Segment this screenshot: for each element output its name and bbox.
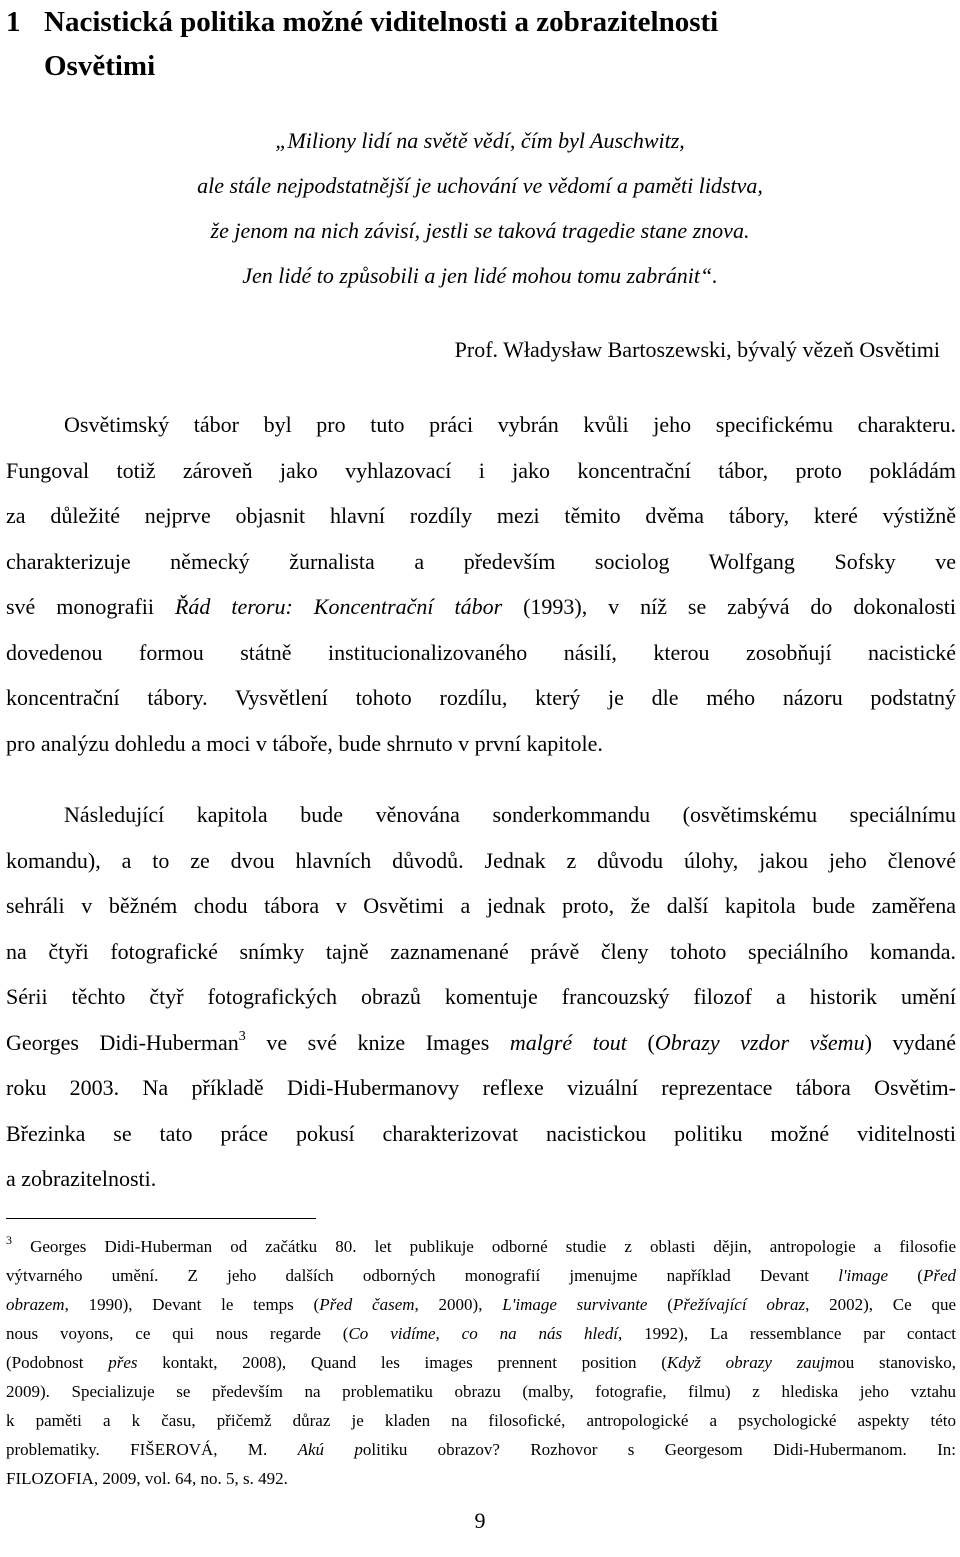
footnote-line (6, 1261, 956, 1290)
text-line: roku 2003. Na příkladě Didi-Hubermanovy reflexe vizuální reprezentace tábora Osvětim- (6, 1075, 956, 1100)
footnote-number: 3 (6, 1233, 12, 1247)
text-run: ou stanovisko, (837, 1353, 956, 1372)
italic-run: přes (108, 1353, 138, 1372)
italic-run: L'image survivante (502, 1295, 648, 1314)
italic-run: obrazem (6, 1295, 65, 1314)
footnote (6, 1232, 956, 1493)
footnote-line: k paměti a k času, přičemž důraz je kladen na filosofické, antropologické a psychologické aspekty této (6, 1411, 956, 1430)
footnote-line (6, 1435, 956, 1464)
text-line: pro analýzu dohledu a moci v táboře, bude shrnuto v první kapitole. (6, 730, 603, 756)
text-line: charakterizuje německý žurnalista a především sociolog Wolfgang Sofsky ve (6, 548, 956, 574)
text-line (6, 584, 956, 630)
text-run: (1993), v níž se zabývá do dokonalosti (502, 594, 956, 619)
italic-run: malgré tout (509, 1029, 627, 1055)
text-line: komandu), a to ze dvou hlavních důvodů. Jednak z důvodu úlohy, jakou jeho členové (6, 847, 956, 873)
chapter-number: 1 (6, 6, 21, 38)
paragraph-2 (6, 792, 956, 1202)
chapter-title-line-1: Nacistická politika možné viditelnosti a zobrazitelnosti (44, 6, 719, 38)
text-line: Následující kapitola bude věnována sonderkommandu (osvětimskému speciálnímu (64, 802, 956, 827)
italic-run: l'image (838, 1266, 889, 1285)
footnote-line (6, 1290, 956, 1319)
text-run: , 1992), La ressemblance par contact (618, 1324, 956, 1343)
italic-run: Akú p (297, 1440, 363, 1459)
text-line: na čtyři fotografické snímky tajně zaznamenané právě členy tohoto speciálního komanda. (6, 938, 956, 964)
text-run: ( (626, 1029, 655, 1055)
text-line: dovedenou formou státně institucionalizovaného násilí, kterou zosobňují nacistické (6, 639, 956, 665)
text-line (6, 1020, 956, 1066)
text-run: Georges Didi-Huberman od začátku 80. let publikuje odborné studie z oblasti dějin, antropologie a filosofie (12, 1237, 956, 1256)
footnote-line (6, 1319, 956, 1348)
book-title: Řád teroru: Koncentrační tábor (174, 594, 503, 619)
text-run: kontakt, 2008), Quand les images prennent position ( (137, 1353, 667, 1372)
text-run: olitiku obrazov? Rozhovor s Georgesom Didi-Hubermanom. In: (362, 1440, 957, 1459)
chapter-title-line-2: Osvětimi (44, 50, 156, 82)
text-run: (Podobnost (6, 1353, 109, 1372)
text-run: , 1990), Devant le temps ( (64, 1295, 320, 1314)
text-run: nous voyons, ce qui nous regarde ( (6, 1324, 349, 1343)
text-run: problematiky. FIŠEROVÁ, M. (6, 1440, 298, 1459)
footnote-line: FILOZOFIA, 2009, vol. 64, no. 5, s. 492. (6, 1469, 288, 1488)
text-run: ) vydané (864, 1029, 956, 1055)
epigraph-line: ale stále nejpodstatnější je uchování ve vědomí a paměti lidstva, (197, 173, 763, 198)
text-run: Georges Didi-Huberman (6, 1029, 239, 1055)
epigraph-attribution: Prof. Władysław Bartoszewski, bývalý vězeň Osvětimi (454, 337, 940, 362)
text-line: sehráli v běžném chodu tábora v Osvětimi a jednak proto, že další kapitola bude zaměřena (6, 893, 956, 918)
italic-run: Obrazy vzdor všemu (654, 1029, 865, 1055)
text-line: Osvětimský tábor byl pro tuto práci vybrán kvůli jeho specifickému charakteru. (64, 412, 956, 437)
text-line: Sérii těchto čtyř fotografických obrazů komentuje francouzský filozof a historik umění (6, 984, 956, 1009)
text-line: koncentrační tábory. Vysvětlení tohoto rozdílu, který je dle mého názoru podstatný (6, 685, 956, 710)
page-number: 9 (474, 1508, 486, 1533)
text-run: ( (647, 1295, 673, 1314)
italic-run: Co vidíme, co na nás hledí (348, 1324, 619, 1343)
epigraph (100, 118, 860, 298)
epigraph-line: že jenom na nich závisí, jestli se taková tragedie stane znova. (210, 218, 750, 243)
text-run: ( (888, 1266, 923, 1285)
text-run: , 2000), (414, 1295, 503, 1314)
paragraph-1 (6, 402, 956, 766)
footnote-separator (6, 1218, 316, 1219)
text-run: , 2002), Ce que (805, 1295, 956, 1314)
epigraph-line: „Miliony lidí na světě vědí, čím byl Auschwitz, (275, 128, 685, 153)
text-line: za důležité nejprve objasnit hlavní rozdíly mezi těmito dvěma tábory, které výstižně (6, 503, 956, 528)
footnote-reference[interactable]: 3 (238, 1028, 246, 1044)
text-line: a zobrazitelnosti. (6, 1166, 157, 1191)
chapter-heading (6, 0, 954, 88)
italic-run: Před časem (319, 1295, 415, 1314)
footnote-line (6, 1348, 956, 1377)
text-line: Březinka se tato práce pokusí charakterizovat nacistickou politiku možné viditelnosti (6, 1120, 956, 1146)
text-line: Fungoval totiž zároveň jako vyhlazovací i jako koncentrační tábor, proto pokládám (6, 457, 956, 483)
text-run: výtvarného umění. Z jeho dalších odborných monografií jmenujme například Devant (6, 1266, 839, 1285)
text-run: své monografii (6, 594, 175, 619)
italic-run: Přežívající obraz (672, 1295, 806, 1314)
epigraph-line: Jen lidé to způsobili a jen lidé mohou tomu zabránit“. (242, 263, 718, 288)
italic-run: Před (922, 1266, 956, 1285)
footnote-line (6, 1232, 956, 1261)
footnote-line: 2009). Specializuje se především na problematiku obrazu (malby, fotografie, filmu) z hlediska jeho vztahu (6, 1382, 956, 1401)
italic-run: Když obrazy zaujm (666, 1353, 838, 1372)
text-run: ve své knize Images (245, 1029, 510, 1055)
